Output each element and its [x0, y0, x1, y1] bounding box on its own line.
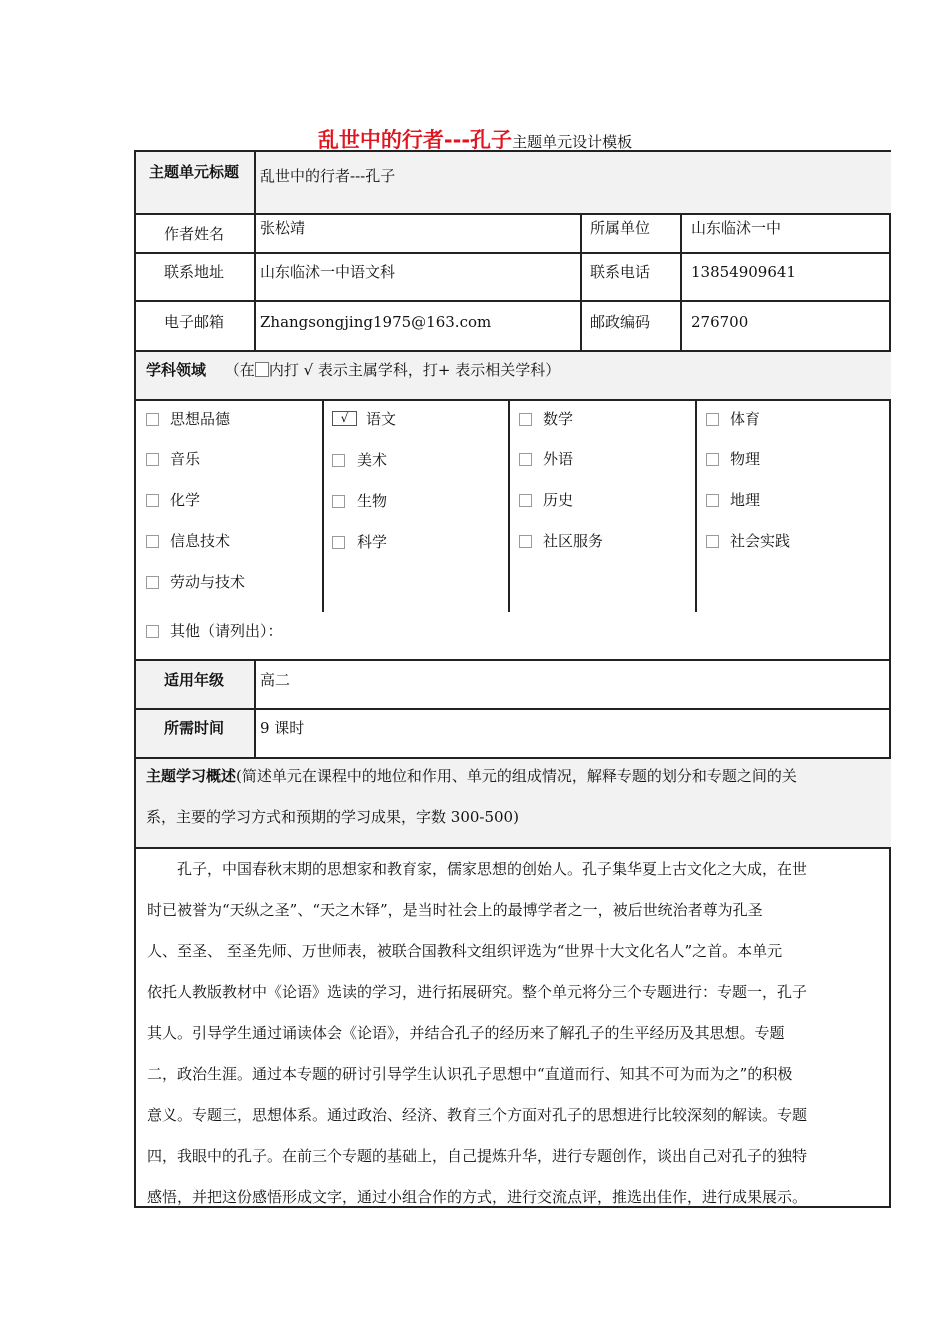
overview-line: 四，我眼中的孔子。在前三个专题的基础上，自己提炼升华，进行专题创作，谈出自己对孔子的独特	[147, 1147, 808, 1165]
subject-option-label: 社区服务	[543, 532, 604, 550]
checkbox-icon[interactable]	[706, 535, 719, 548]
checkbox-legend-icon	[255, 362, 269, 377]
subject-option-label: 生物	[357, 492, 388, 510]
subject-option-label: 体育	[730, 410, 761, 428]
overview-line: 意义。专题三，思想体系。通过政治、经济、教育三个方面对孔子的思想进行比较深刻的解读。专题	[147, 1106, 808, 1124]
subject-other-label: 其他（请列出）：	[170, 622, 283, 640]
address-label: 联系地址	[163, 263, 224, 281]
subject-note-before: （在	[224, 361, 255, 379]
row-divider	[136, 252, 891, 254]
subject-option-label: 语文	[366, 410, 397, 428]
row-divider	[136, 300, 891, 302]
unit-title-value: 乱世中的行者---孔子	[260, 167, 396, 185]
email-value: Zhangsongjing1975@163.com	[260, 313, 492, 331]
checkbox-icon[interactable]	[146, 413, 159, 426]
postcode-value: 276700	[691, 313, 749, 331]
row-divider	[136, 213, 891, 215]
overview-line: 感悟，并把这份感悟形成文字，通过小组合作的方式，进行交流点评，推选出佳作，进行成果展示。	[147, 1188, 808, 1206]
checkbox-icon[interactable]	[146, 535, 159, 548]
checkbox-icon[interactable]	[146, 494, 159, 507]
grade-label: 适用年级	[163, 671, 224, 689]
checkbox-checked-icon[interactable]: √	[332, 411, 357, 426]
time-label: 所需时间	[163, 719, 224, 737]
overview-heading-line1	[146, 766, 797, 786]
subject-option-label: 劳动与技术	[170, 573, 246, 591]
time-value: 9 课时	[260, 719, 305, 737]
row-divider	[136, 350, 891, 352]
subject-heading-line	[146, 360, 560, 380]
checkbox-icon[interactable]	[332, 536, 345, 549]
email-label: 电子邮箱	[163, 313, 224, 331]
subject-option-label: 社会实践	[730, 532, 791, 550]
row-divider	[136, 659, 891, 661]
row-divider	[136, 757, 891, 759]
overview-line: 时已被誉为“天纵之圣”、“天之木铎”，是当时社会上的最博学者之一，被后世统治者尊为孔圣	[147, 901, 763, 919]
subject-heading: 学科领域	[146, 361, 207, 379]
checkbox-icon[interactable]	[146, 576, 159, 589]
overview-line: 孔子，中国春秋末期的思想家和教育家，儒家思想的创始人。孔子集华夏上古文化之大成，在世	[177, 860, 808, 878]
checkbox-icon[interactable]	[519, 494, 532, 507]
overview-note-line2: 系，主要的学习方式和预期的学习成果，字数 300-500)	[146, 808, 519, 826]
overview-line: 二，政治生涯。通过本专题的研讨引导学生认识孔子思想中“直道而行、知其不可为而为之”的积极	[147, 1065, 793, 1083]
checkbox-icon[interactable]	[332, 495, 345, 508]
unit-title-label: 主题单元标题	[148, 163, 239, 181]
author-label: 作者姓名	[163, 225, 224, 243]
overview-line: 依托人教版教材中《论语》选读的学习，进行拓展研究。整个单元将分三个专题进行：专题一，孔子	[147, 983, 808, 1001]
postcode-label: 邮政编码	[590, 313, 651, 331]
checkbox-icon[interactable]	[706, 453, 719, 466]
subject-option-label: 化学	[170, 491, 201, 509]
title-main: 乱世中的行者---孔子	[317, 128, 513, 152]
subject-option-label: 物理	[730, 450, 761, 468]
subject-option-label: 科学	[357, 533, 388, 551]
column-divider	[580, 213, 582, 350]
column-divider	[508, 399, 510, 612]
subject-option-label: 信息技术	[170, 532, 231, 550]
overview-line: 人、至圣、 至圣先师、万世师表，被联合国教科文组织评选为“世界十大文化名人”之首。本单元	[147, 942, 783, 960]
unit-value: 山东临沭一中	[691, 219, 782, 237]
checkbox-icon[interactable]	[706, 413, 719, 426]
column-divider	[695, 399, 697, 612]
phone-value: 13854909641	[691, 263, 796, 281]
subject-option-label: 音乐	[170, 450, 201, 468]
checkbox-icon[interactable]	[146, 625, 159, 638]
subject-note-after: 内打 √ 表示主属学科，打+ 表示相关学科）	[268, 361, 561, 379]
column-divider	[254, 659, 256, 757]
address-value: 山东临沭一中语文科	[260, 263, 396, 281]
subject-option-label: 美术	[357, 451, 388, 469]
checkbox-icon[interactable]	[519, 413, 532, 426]
checkbox-icon[interactable]	[706, 494, 719, 507]
overview-heading: 主题学习概述	[146, 767, 237, 785]
unit-design-table	[134, 150, 891, 1208]
checkbox-icon[interactable]	[146, 453, 159, 466]
unit-label: 所属单位	[590, 219, 651, 237]
row-divider	[136, 399, 891, 401]
checkbox-icon[interactable]	[519, 535, 532, 548]
phone-label: 联系电话	[590, 263, 651, 281]
row-divider	[136, 708, 891, 710]
checkbox-icon[interactable]	[519, 453, 532, 466]
checkbox-icon[interactable]	[332, 454, 345, 467]
column-divider	[322, 399, 324, 612]
author-value: 张松靖	[260, 219, 306, 237]
subject-option-label: 数学	[543, 410, 574, 428]
overview-line: 其人。引导学生通过诵读体会《论语》，并结合孔子的经历来了解孔子的生平经历及其思想。专题	[147, 1024, 785, 1042]
subject-option-label: 思想品德	[170, 410, 231, 428]
column-divider	[680, 213, 682, 350]
grade-value: 高二	[260, 671, 291, 689]
subject-option-label: 历史	[543, 491, 574, 509]
subject-option-label: 地理	[730, 491, 761, 509]
title-suffix: 主题单元设计模板	[512, 133, 633, 151]
column-divider	[254, 152, 256, 350]
overview-note-line1: (简述单元在课程中的地位和作用、单元的组成情况，解释专题的划分和专题之间的关	[236, 767, 797, 785]
subject-option-label: 外语	[543, 450, 574, 468]
